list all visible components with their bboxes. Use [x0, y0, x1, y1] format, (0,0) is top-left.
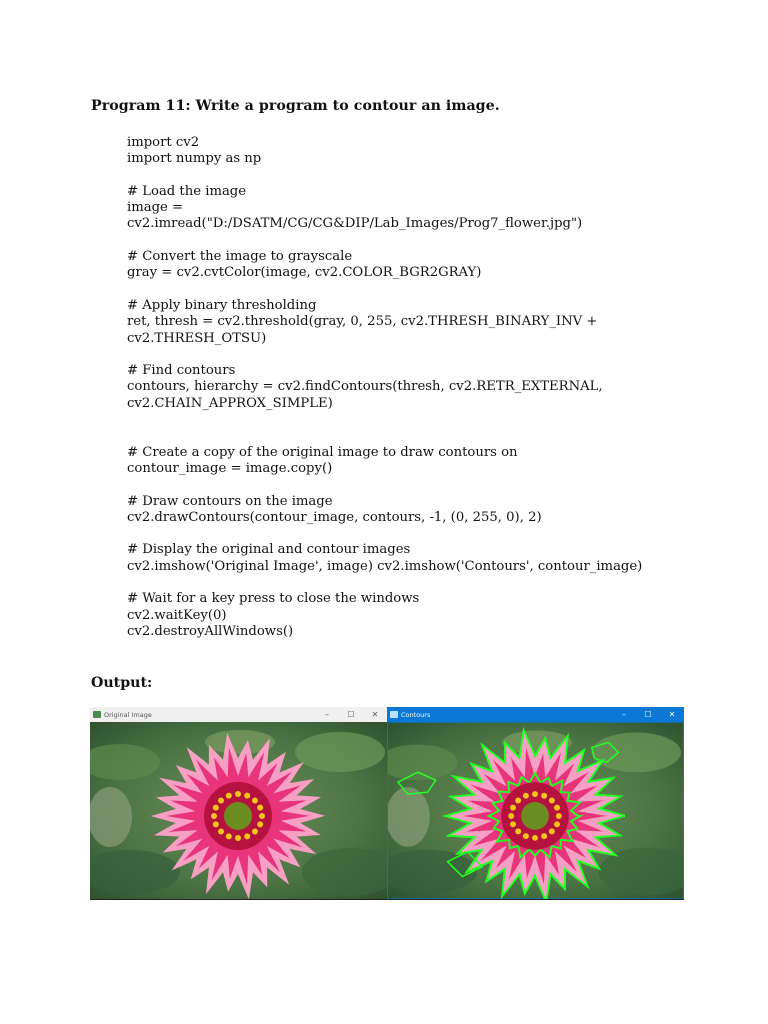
- code-line: # Find contours: [127, 363, 236, 379]
- code-line: cv2.destroyAllWindows(): [127, 623, 294, 639]
- stamen: [257, 821, 263, 827]
- stamen: [515, 828, 521, 834]
- stamen: [510, 821, 516, 827]
- code-line: ret, thresh = cv2.threshold(gray, 0, 255, cv2.THRESH_BINARY_INV +: [127, 314, 598, 330]
- bottom-rule: [90, 899, 684, 900]
- blank-line: [127, 526, 727, 542]
- code-line: cv2.waitKey(0): [127, 607, 227, 623]
- blank-line: [127, 282, 727, 298]
- code-line: cv2.CHAIN_APPROX_SIMPLE): [127, 395, 333, 411]
- stamen: [532, 791, 538, 797]
- stamen: [549, 798, 555, 804]
- program-title: Program 11: Write a program to contour an image.: [91, 98, 500, 114]
- code-line: # Draw contours on the image: [127, 493, 333, 509]
- stamen: [508, 813, 514, 819]
- stamen: [211, 813, 217, 819]
- original-flower-image: [90, 722, 387, 899]
- code-line: cv2.imshow('Original Image', image) cv2.imshow('Contours', contour_image): [127, 558, 643, 574]
- blank-line: [127, 477, 727, 493]
- code-line: # Convert the image to grayscale: [127, 249, 353, 265]
- flower-center: [521, 802, 549, 830]
- code-line: # Display the original and contour images: [127, 542, 411, 558]
- blank-line: [127, 168, 727, 184]
- stamen: [532, 835, 538, 841]
- maximize-button[interactable]: ☐: [644, 710, 652, 719]
- blank-line: [127, 428, 727, 444]
- code-line: # Wait for a key press to close the windows: [127, 591, 420, 607]
- stamen: [554, 821, 560, 827]
- leaf-blur: [592, 733, 681, 773]
- code-line: # Create a copy of the original image to draw contours on: [127, 444, 518, 460]
- code-line: # Apply binary thresholding: [127, 297, 317, 313]
- stamen: [523, 833, 529, 839]
- stamen: [226, 793, 232, 799]
- blank-line: [127, 412, 727, 428]
- app-icon: [93, 711, 101, 718]
- stamen: [257, 805, 263, 811]
- stamen: [226, 833, 232, 839]
- code-line: contours, hierarchy = cv2.findContours(thresh, cv2.RETR_EXTERNAL,: [127, 379, 603, 395]
- original-image-window: [90, 707, 387, 899]
- stamen: [549, 828, 555, 834]
- code-line: image =: [127, 200, 184, 216]
- stamen: [244, 793, 250, 799]
- code-line: contour_image = image.copy(): [127, 460, 333, 476]
- blank-line: [127, 575, 727, 591]
- minimize-button[interactable]: –: [622, 710, 626, 719]
- stamen: [244, 833, 250, 839]
- stamen: [556, 813, 562, 819]
- stamen: [213, 805, 219, 811]
- stamen: [213, 821, 219, 827]
- leaf-blur: [295, 732, 385, 772]
- contours-window: [387, 707, 684, 899]
- contoured-flower-image: [388, 722, 683, 899]
- app-icon: [390, 711, 398, 718]
- stamen: [218, 797, 224, 803]
- stamen: [218, 829, 224, 835]
- code-line: import numpy as np: [127, 151, 262, 167]
- leaf-blur: [90, 787, 132, 847]
- close-button[interactable]: ✕: [668, 710, 676, 719]
- leaf-blur: [388, 787, 430, 847]
- stamen: [235, 835, 241, 841]
- stamen: [541, 793, 547, 799]
- stamen: [252, 797, 258, 803]
- window-titlebar[interactable]: [90, 707, 387, 722]
- flower-center: [224, 802, 252, 830]
- code-line: gray = cv2.cvtColor(image, cv2.COLOR_BGR2GRAY): [127, 265, 482, 281]
- code-line: # Load the image: [127, 183, 247, 199]
- code-line: cv2.THRESH_OTSU): [127, 330, 267, 346]
- stamen: [510, 805, 516, 811]
- output-label: Output:: [91, 675, 153, 691]
- stamen: [252, 829, 258, 835]
- window-title: Original Image: [104, 710, 152, 719]
- window-titlebar[interactable]: [387, 707, 684, 722]
- stamen: [541, 833, 547, 839]
- minimize-button[interactable]: –: [325, 710, 329, 719]
- stamen: [523, 793, 529, 799]
- close-button[interactable]: ✕: [371, 710, 379, 719]
- maximize-button[interactable]: ☐: [347, 710, 355, 719]
- code-listing: [127, 135, 727, 640]
- stamen: [515, 798, 521, 804]
- code-line: cv2.imread("D:/DSATM/CG/CG&DIP/Lab_Images/Prog7_flower.jpg"): [127, 216, 583, 232]
- code-line: import cv2: [127, 135, 200, 150]
- code-line: cv2.drawContours(contour_image, contours, -1, (0, 255, 0), 2): [127, 509, 542, 525]
- stamen: [259, 813, 265, 819]
- stamen: [554, 805, 560, 811]
- blank-line: [127, 233, 727, 249]
- window-title: Contours: [401, 710, 431, 719]
- stamen: [235, 791, 241, 797]
- blank-line: [127, 347, 727, 363]
